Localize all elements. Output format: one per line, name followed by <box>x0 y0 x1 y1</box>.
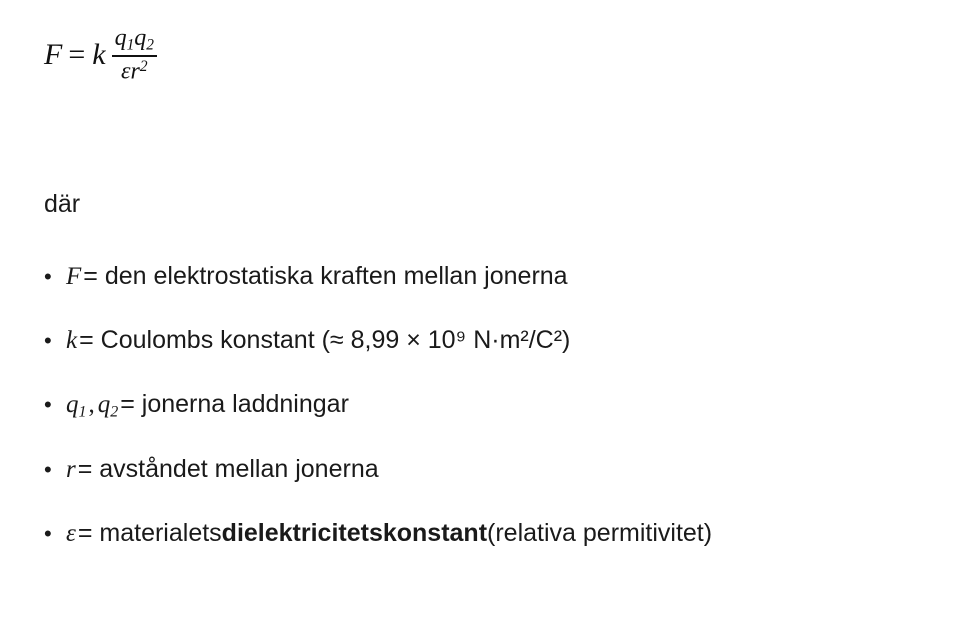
formula-q1-symbol: q <box>114 25 127 51</box>
formula-numerator <box>112 26 157 55</box>
formula-fraction <box>112 26 157 84</box>
definition-text: = jonerna laddningar <box>120 389 349 418</box>
bullet-icon: • <box>44 327 52 353</box>
bullet-icon: • <box>44 391 52 417</box>
formula-lhs: F <box>44 38 63 72</box>
definition-symbol: ε <box>66 520 76 548</box>
definition-list <box>44 262 954 549</box>
definition-text: = avståndet mellan jonerna <box>77 455 379 484</box>
formula-epsilon-symbol: ε <box>121 58 131 85</box>
formula-q2-symbol: q <box>134 25 147 51</box>
definition-text: = Coulombs konstant (≈ 8,99 × 10⁹ N·m²/C²) <box>79 325 571 354</box>
display-formula <box>44 26 157 84</box>
definition-text-bold: dielektricitetskonstant <box>221 519 488 548</box>
definition-symbol: F <box>66 263 82 290</box>
formula-denominator <box>118 57 151 85</box>
definition-symbol: r <box>66 456 76 484</box>
list-item <box>44 390 954 422</box>
definition-text-after-bold: (relativa permitivitet) <box>487 519 713 548</box>
list-item <box>44 326 954 356</box>
formula-r-exponent: 2 <box>139 57 148 75</box>
formula-equals-sign: = <box>68 38 86 72</box>
where-label: där <box>44 190 81 218</box>
definition-symbol-second <box>98 391 119 422</box>
bullet-icon: • <box>44 521 52 547</box>
list-item <box>44 262 954 292</box>
definition-text: = den elektrostatiska kraften mellan jonerna <box>83 262 568 290</box>
formula-q2-subscript: 2 <box>146 36 154 54</box>
bullet-icon: • <box>44 457 52 483</box>
formula-r-symbol: r <box>130 58 140 85</box>
definition-symbol-base: q <box>66 390 79 418</box>
list-item <box>44 455 954 485</box>
definition-symbol2-subscript: 2 <box>110 402 119 420</box>
definition-symbol: k <box>66 326 78 354</box>
definition-symbol-subscript: 1 <box>78 402 87 420</box>
formula-q1-subscript: 1 <box>126 36 135 54</box>
definition-text: = materialets <box>77 519 222 548</box>
list-item <box>44 519 954 549</box>
formula-coefficient-k: k <box>92 38 106 72</box>
bullet-icon: • <box>44 264 52 289</box>
definition-symbol-separator: , <box>88 390 95 418</box>
definition-symbol2-base: q <box>97 390 111 418</box>
definition-symbol <box>66 391 87 422</box>
